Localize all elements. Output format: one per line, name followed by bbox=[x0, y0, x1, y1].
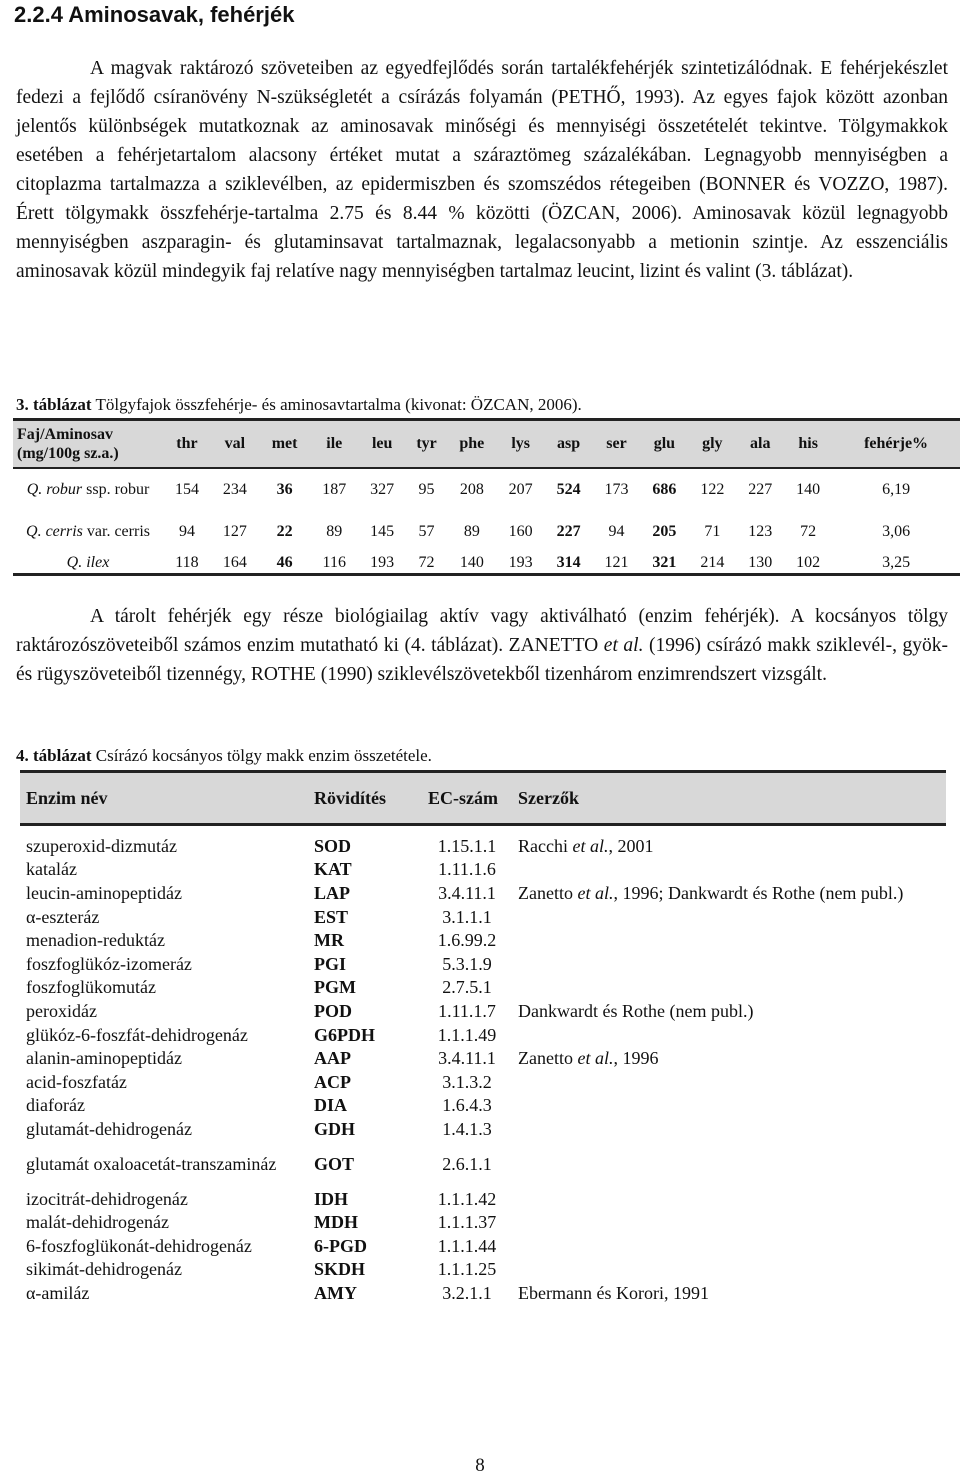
value-cell: 22 bbox=[276, 523, 293, 540]
ec-number-cell: 1.1.1.49 bbox=[437, 1024, 497, 1045]
value-cell: 227 bbox=[748, 481, 773, 498]
value-cell: 89 bbox=[326, 523, 343, 540]
enzyme-name-cell: malát-dehidrogenáz bbox=[26, 1212, 169, 1233]
ec-number-cell: 1.11.1.7 bbox=[438, 1000, 496, 1021]
amino-column-header: thr bbox=[163, 420, 211, 469]
authors-cell bbox=[512, 928, 946, 952]
value-cell: 207 bbox=[508, 481, 533, 498]
table-row bbox=[20, 1141, 946, 1187]
value-cell: 160 bbox=[508, 523, 533, 540]
amino-acid-table bbox=[13, 418, 960, 576]
authors-cell bbox=[512, 1234, 946, 1258]
table4-caption bbox=[16, 746, 432, 766]
amino-column-header: met bbox=[259, 420, 310, 469]
amino-column-header: fehérje% bbox=[832, 420, 960, 469]
authors-cell bbox=[512, 1141, 946, 1187]
enzyme-paragraph bbox=[16, 602, 948, 689]
abbreviation-header: Rövidítés bbox=[314, 788, 386, 808]
value-cell: 3,25 bbox=[882, 554, 911, 571]
author-text: Dankwardt és Rothe (nem publ.) bbox=[518, 1000, 754, 1021]
species-rest: var. cerris bbox=[82, 523, 150, 540]
amino-column-header: ile bbox=[310, 420, 358, 469]
enzyme-name-cell: α-amiláz bbox=[26, 1282, 90, 1303]
authors-cell bbox=[512, 1187, 946, 1211]
amino-column-header: asp bbox=[545, 420, 593, 469]
value-cell: 46 bbox=[276, 554, 293, 571]
abbreviation-cell: IDH bbox=[314, 1188, 349, 1209]
amino-column-header: gly bbox=[688, 420, 736, 469]
author-text: et al. bbox=[572, 835, 609, 856]
abbreviation-cell: PGM bbox=[314, 977, 356, 998]
value-cell: 154 bbox=[174, 481, 199, 498]
enzyme-name-header: Enzim név bbox=[26, 788, 108, 808]
amino-column-header: leu bbox=[358, 420, 406, 469]
authors-cell bbox=[512, 999, 946, 1023]
value-cell: 140 bbox=[459, 554, 484, 571]
value-cell: 145 bbox=[370, 523, 395, 540]
ec-number-cell: 2.7.5.1 bbox=[442, 977, 492, 998]
species-rest: ssp. robur bbox=[82, 481, 150, 498]
enzyme-name-cell: glükóz-6-foszfát-dehidrogenáz bbox=[26, 1024, 248, 1045]
species-cell bbox=[13, 553, 163, 575]
ec-number-cell: 2.6.1.1 bbox=[442, 1153, 492, 1174]
amino-column-header: val bbox=[211, 420, 259, 469]
table-row bbox=[13, 511, 960, 553]
amino-column-header: his bbox=[784, 420, 832, 469]
value-cell: 193 bbox=[508, 554, 533, 571]
ec-number-cell: 1.4.1.3 bbox=[442, 1118, 492, 1139]
species-cell bbox=[13, 511, 163, 553]
value-cell: 102 bbox=[796, 554, 821, 571]
table-row bbox=[20, 1070, 946, 1094]
amino-column-header: phe bbox=[447, 420, 497, 469]
enzyme-name-cell: peroxidáz bbox=[26, 1000, 97, 1021]
table-row bbox=[13, 468, 960, 511]
table-row bbox=[13, 553, 960, 575]
author-text: , 1996 bbox=[613, 1048, 659, 1069]
table-row bbox=[20, 1117, 946, 1141]
enzyme-name-cell: sikimát-dehidrogenáz bbox=[26, 1259, 182, 1280]
enzyme-name-cell: foszfoglükóz-izomeráz bbox=[26, 953, 192, 974]
abbreviation-cell: KAT bbox=[314, 859, 352, 880]
author-text: et al. bbox=[577, 1048, 614, 1069]
amino-column-header: ser bbox=[593, 420, 641, 469]
authors-cell bbox=[512, 905, 946, 929]
table-row bbox=[20, 952, 946, 976]
authors-cell bbox=[512, 1070, 946, 1094]
value-cell: 6,19 bbox=[882, 481, 911, 498]
species-italic: Q. ilex bbox=[66, 554, 110, 571]
abbreviation-cell: GOT bbox=[314, 1153, 355, 1174]
enzyme-name-cell: szuperoxid-dizmutáz bbox=[26, 835, 177, 856]
abbreviation-cell: AAP bbox=[314, 1048, 351, 1069]
value-cell: 72 bbox=[800, 523, 817, 540]
authors-cell bbox=[512, 1046, 946, 1070]
authors-cell bbox=[512, 858, 946, 882]
table-row bbox=[20, 825, 946, 858]
amino-column-header: glu bbox=[640, 420, 688, 469]
author-text: Zanetto bbox=[518, 1048, 578, 1069]
species-header: Faj/Aminosav (mg/100g sz.a.) bbox=[13, 420, 163, 469]
value-cell: 116 bbox=[322, 554, 346, 571]
value-cell: 36 bbox=[276, 481, 293, 498]
authors-header: Szerzők bbox=[518, 788, 579, 808]
table-row bbox=[20, 1210, 946, 1234]
ec-number-cell: 5.3.1.9 bbox=[442, 953, 492, 974]
enzyme-name-cell: leucin-aminopeptidáz bbox=[26, 882, 182, 903]
value-cell: 205 bbox=[652, 523, 677, 540]
table-row bbox=[20, 976, 946, 1000]
abbreviation-cell: SOD bbox=[314, 835, 352, 856]
enzyme-name-cell: 6-foszfoglükonát-dehidrogenáz bbox=[26, 1235, 252, 1256]
enzyme-name-cell: alanin-aminopeptidáz bbox=[26, 1048, 182, 1069]
table-row bbox=[20, 1281, 946, 1305]
value-cell: 121 bbox=[604, 554, 629, 571]
abbreviation-cell: POD bbox=[314, 1000, 352, 1021]
authors-cell bbox=[512, 1210, 946, 1234]
enzyme-name-cell: glutamát oxaloacetát-transzamináz bbox=[26, 1153, 277, 1174]
enzyme-paragraph-text-b: (1996) csírázó makk sziklevél-, gyök- és rügyszöveteiből tizennégy, ROTHE (1990) sziklevélszövetekből tizenhárom enzimrendszert vizsgált. bbox=[16, 635, 948, 685]
section-heading: 2.2.4 Aminosavak, fehérjék bbox=[14, 2, 295, 27]
abbreviation-cell: MDH bbox=[314, 1212, 358, 1233]
ec-number-cell: 1.11.1.6 bbox=[438, 859, 496, 880]
ec-number-cell: 3.1.1.1 bbox=[442, 906, 492, 927]
value-cell: 193 bbox=[370, 554, 395, 571]
species-italic: Q. robur bbox=[26, 481, 83, 498]
value-cell: 57 bbox=[418, 523, 435, 540]
table-row bbox=[20, 905, 946, 929]
abbreviation-cell: G6PDH bbox=[314, 1024, 375, 1045]
abbreviation-cell: AMY bbox=[314, 1282, 357, 1303]
amino-column-header: ala bbox=[736, 420, 784, 469]
ec-number-cell: 3.1.3.2 bbox=[442, 1071, 492, 1092]
abbreviation-cell: LAP bbox=[314, 882, 350, 903]
ec-number-cell: 3.4.11.1 bbox=[438, 1048, 496, 1069]
ec-number-cell: 1.15.1.1 bbox=[437, 835, 497, 856]
page-number: 8 bbox=[475, 1455, 485, 1476]
value-cell: 164 bbox=[222, 554, 247, 571]
table-row bbox=[20, 1046, 946, 1070]
value-cell: 127 bbox=[222, 523, 247, 540]
ec-number-cell: 1.6.99.2 bbox=[437, 930, 497, 951]
value-cell: 123 bbox=[748, 523, 773, 540]
authors-cell bbox=[512, 952, 946, 976]
authors-cell bbox=[512, 976, 946, 1000]
intro-paragraph bbox=[16, 54, 948, 286]
table3-caption bbox=[16, 395, 582, 415]
abbreviation-cell: 6-PGD bbox=[314, 1235, 367, 1256]
value-cell: 327 bbox=[370, 481, 395, 498]
value-cell: 72 bbox=[418, 554, 435, 571]
table4-caption-text: Csírázó kocsányos tölgy makk enzim összetétele. bbox=[95, 746, 432, 765]
value-cell: 95 bbox=[418, 481, 435, 498]
table-row bbox=[20, 928, 946, 952]
ec-number-header: EC-szám bbox=[428, 788, 498, 808]
authors-cell bbox=[512, 1258, 946, 1282]
amino-column-header: tyr bbox=[406, 420, 447, 469]
amino-column-header: lys bbox=[497, 420, 545, 469]
value-cell: 321 bbox=[652, 554, 677, 571]
author-text: , 1996; Dankwardt és Rothe (nem publ.) bbox=[613, 882, 904, 903]
table-row bbox=[20, 1258, 946, 1282]
value-cell: 89 bbox=[463, 523, 480, 540]
intro-paragraph-text: A magvak raktározó szöveteiben az egyedfejlődés során tartalékfehérjék szintetizálódnak. E fehérjekészlet fedezi a fejlődő csíranövény N-szükségletét a csírázás folyamán (PETHŐ, 1993). Az egyes fajok között azonban jelentős különbségek mutatkoznak az aminosavak minőségi és mennyiségi összetételét tekintve. Tölgymakkok esetében a fehérjetartalom alacsony értéket mutat a száraztömeg százalékában. Legnagyobb mennyiségben a citoplazma tartalmazza a sziklevélben, az epidermiszben és szomszédos rétegeiben (BONNER és VOZZO, 1987). Érett tölgymakk összfehérje-tartalma 2.75 és 8.44 % közötti (ÖZCAN, 2006). Aminosavak közül legnagyobb mennyiségben aszparagin- és glutaminsavat tartalmaznak, legalacsonyabb a metionin szintje. Az esszenciális aminosavak közül mindegyik faj relatíve nagy mennyiségben tartalmaz leucint, lizint és valint (3. táblázat). bbox=[16, 58, 948, 282]
value-cell: 140 bbox=[796, 481, 821, 498]
authors-cell bbox=[512, 1281, 946, 1305]
table-row bbox=[20, 1023, 946, 1047]
author-text: Racchi bbox=[518, 835, 573, 856]
value-cell: 314 bbox=[556, 554, 581, 571]
value-cell: 234 bbox=[222, 481, 247, 498]
abbreviation-cell: MR bbox=[314, 930, 344, 951]
abbreviation-cell: DIA bbox=[314, 1095, 348, 1116]
authors-cell bbox=[512, 881, 946, 905]
table-row bbox=[20, 1094, 946, 1118]
authors-cell bbox=[512, 1117, 946, 1141]
table-row bbox=[20, 881, 946, 905]
author-text: , 2001 bbox=[608, 835, 654, 856]
value-cell: 524 bbox=[556, 481, 581, 498]
value-cell: 187 bbox=[322, 481, 347, 498]
ec-number-cell: 1.1.1.42 bbox=[437, 1188, 497, 1209]
enzyme-name-cell: izocitrát-dehidrogenáz bbox=[26, 1188, 188, 1209]
ec-number-cell: 3.2.1.1 bbox=[442, 1282, 492, 1303]
abbreviation-cell: SKDH bbox=[314, 1259, 366, 1280]
species-cell bbox=[13, 468, 163, 511]
value-cell: 208 bbox=[459, 481, 484, 498]
value-cell: 130 bbox=[748, 554, 773, 571]
enzyme-name-cell: menadion-reduktáz bbox=[26, 930, 165, 951]
ec-number-cell: 1.6.4.3 bbox=[442, 1095, 492, 1116]
table-row bbox=[20, 858, 946, 882]
value-cell: 122 bbox=[700, 481, 725, 498]
value-cell: 227 bbox=[556, 523, 581, 540]
author-text: et al. bbox=[577, 882, 614, 903]
value-cell: 118 bbox=[175, 554, 199, 571]
enzyme-table bbox=[20, 770, 946, 1305]
abbreviation-cell: ACP bbox=[314, 1071, 351, 1092]
enzyme-paragraph-text-a: A tárolt fehérjék egy része biológiailag aktív vagy aktiválható (enzim fehérjék). A kocsányos tölgy raktározószöveteiből számos enzim mutatható ki (4. táblázat). ZANETTO bbox=[16, 606, 948, 656]
abbreviation-cell: EST bbox=[314, 906, 349, 927]
enzyme-paragraph-italic: et al. bbox=[603, 635, 644, 656]
enzyme-name-cell: glutamát-dehidrogenáz bbox=[26, 1118, 192, 1139]
value-cell: 71 bbox=[704, 523, 721, 540]
species-italic: Q. cerris bbox=[26, 523, 83, 540]
value-cell: 214 bbox=[700, 554, 725, 571]
enzyme-name-cell: acid-foszfatáz bbox=[26, 1071, 127, 1092]
enzyme-name-cell: α-eszteráz bbox=[26, 906, 100, 927]
enzyme-name-cell: diaforáz bbox=[26, 1095, 85, 1116]
ec-number-cell: 3.4.11.1 bbox=[438, 882, 496, 903]
value-cell: 173 bbox=[604, 481, 629, 498]
ec-number-cell: 1.1.1.25 bbox=[437, 1259, 497, 1280]
table-row bbox=[20, 1187, 946, 1211]
ec-number-cell: 1.1.1.44 bbox=[437, 1235, 497, 1256]
abbreviation-cell: PGI bbox=[314, 953, 347, 974]
value-cell: 94 bbox=[178, 523, 195, 540]
value-cell: 3,06 bbox=[882, 523, 911, 540]
enzyme-name-cell: kataláz bbox=[26, 859, 77, 880]
enzyme-name-cell: foszfoglükomutáz bbox=[26, 977, 156, 998]
table3-caption-label: 3. táblázat bbox=[16, 395, 92, 414]
author-text: Zanetto bbox=[518, 882, 578, 903]
authors-cell bbox=[512, 1023, 946, 1047]
value-cell: 686 bbox=[652, 481, 677, 498]
table-row bbox=[20, 999, 946, 1023]
table4-caption-label: 4. táblázat bbox=[16, 746, 92, 765]
value-cell: 94 bbox=[608, 523, 625, 540]
ec-number-cell: 1.1.1.37 bbox=[437, 1212, 497, 1233]
table-row bbox=[20, 1234, 946, 1258]
authors-cell bbox=[512, 825, 946, 858]
authors-cell bbox=[512, 1094, 946, 1118]
author-text: Ebermann és Korori, 1991 bbox=[518, 1282, 709, 1303]
table3-caption-text: Tölgyfajok összfehérje- és aminosavtartalma (kivonat: ÖZCAN, 2006). bbox=[95, 395, 582, 414]
abbreviation-cell: GDH bbox=[314, 1118, 356, 1139]
